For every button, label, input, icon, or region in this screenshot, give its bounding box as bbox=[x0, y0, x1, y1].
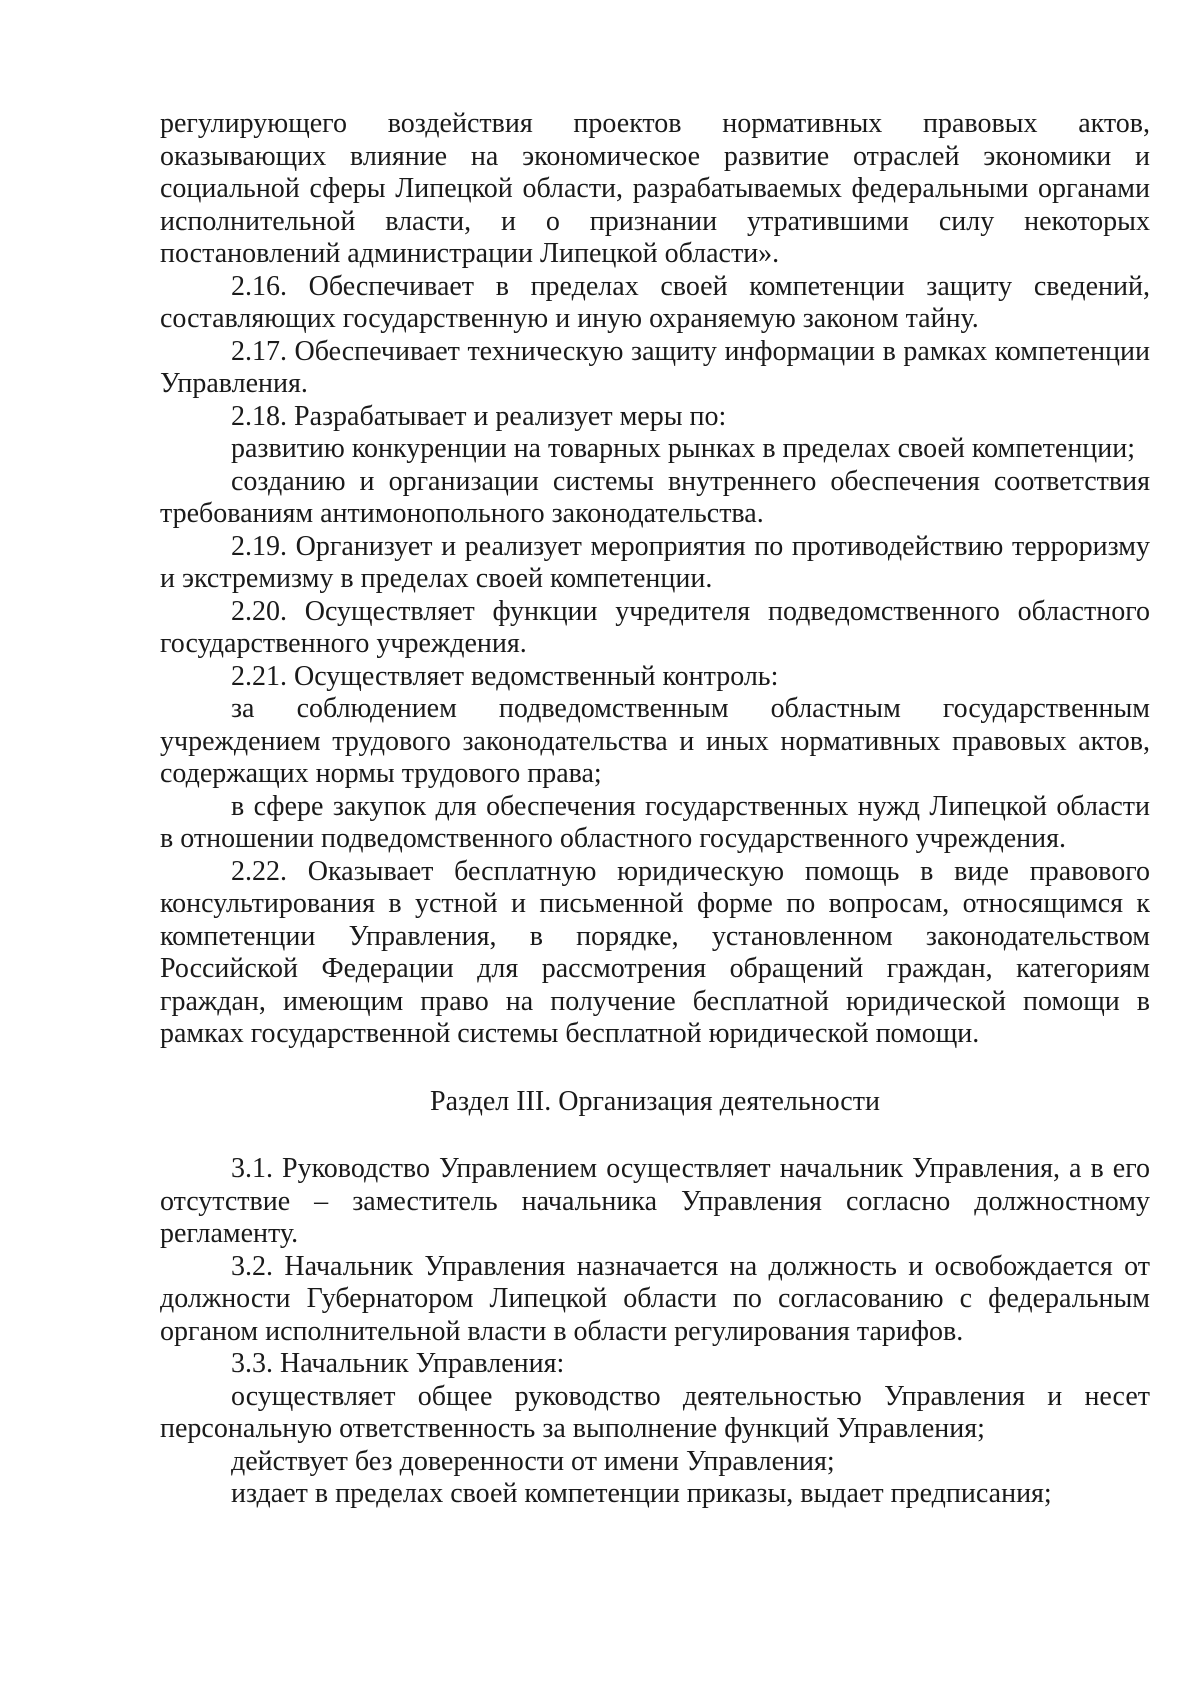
paragraph-continuation: регулирующего воздействия проектов нормативных правовых актов, оказывающих влияние на экономическое развитие отраслей экономики и социальной сферы Липецкой области, разрабатываемых федеральными органами исполнительной власти, и о признании утратившими силу некоторых постановлений администрации Липецкой области». bbox=[160, 108, 1150, 269]
paragraph-2-21-item-2: в сфере закупок для обеспечения государственных нужд Липецкой области в отношении подведомственного областного государственного учреждения. bbox=[160, 790, 1150, 854]
paragraph-3-3-item-2: действует без доверенности от имени Управления; bbox=[231, 1445, 835, 1477]
document-page bbox=[160, 108, 1150, 1511]
paragraph-2-21-item-1: за соблюдением подведомственным областным государственным учреждением трудового законодательства и иных нормативных правовых актов, содержащих нормы трудового права; bbox=[160, 693, 1150, 789]
paragraph-2-21: 2.21. Осуществляет ведомственный контроль: bbox=[231, 660, 779, 692]
paragraph-2-16: 2.16. Обеспечивает в пределах своей компетенции защиту сведений, составляющих государственную и иную охраняемую законом тайну. bbox=[160, 270, 1150, 334]
paragraph-3-1: 3.1. Руководство Управлением осуществляет начальник Управления, а в его отсутствие – заместитель начальника Управления согласно должностному регламенту. bbox=[160, 1153, 1150, 1249]
paragraph-3-3-item-1: осуществляет общее руководство деятельностью Управления и несет персональную ответственность за выполнение функций Управления; bbox=[160, 1380, 1150, 1444]
paragraph-2-17: 2.17. Обеспечивает техническую защиту информации в рамках компетенции Управления. bbox=[160, 335, 1150, 399]
section-title: Раздел III. Организация деятельности bbox=[430, 1085, 880, 1117]
paragraph-2-18-item-2: созданию и организации системы внутреннего обеспечения соответствия требованиям антимонопольного законодательства. bbox=[160, 465, 1150, 529]
paragraph-2-19: 2.19. Организует и реализует мероприятия по противодействию терроризму и экстремизму в пределах своей компетенции. bbox=[160, 530, 1150, 594]
paragraph-2-20: 2.20. Осуществляет функции учредителя подведомственного областного государственного учреждения. bbox=[160, 595, 1150, 659]
paragraph-2-18: 2.18. Разрабатывает и реализует меры по: bbox=[231, 400, 727, 432]
paragraph-3-3: 3.3. Начальник Управления: bbox=[231, 1348, 565, 1379]
paragraph-2-18-item-1: развитию конкуренции на товарных рынках в пределах своей компетенции; bbox=[231, 433, 1136, 464]
paragraph-3-3-item-3: издает в пределах своей компетенции приказы, выдает предписания; bbox=[231, 1478, 1052, 1509]
paragraph-2-22: 2.22. Оказывает бесплатную юридическую помощь в виде правового консультирования в устной и письменной форме по вопросам, относящимся к компетенции Управления, в порядке, установленном законодательством Российской Федерации для рассмотрения обращений граждан, категориям граждан, имеющим право на получение бесплатной юридической помощи в рамках государственной системы бесплатной юридической помощи. bbox=[160, 855, 1150, 1049]
paragraph-3-2: 3.2. Начальник Управления назначается на должность и освобождается от должности Губернатором Липецкой области по согласованию с федеральным органом исполнительной власти в области регулирования тарифов. bbox=[160, 1250, 1150, 1347]
